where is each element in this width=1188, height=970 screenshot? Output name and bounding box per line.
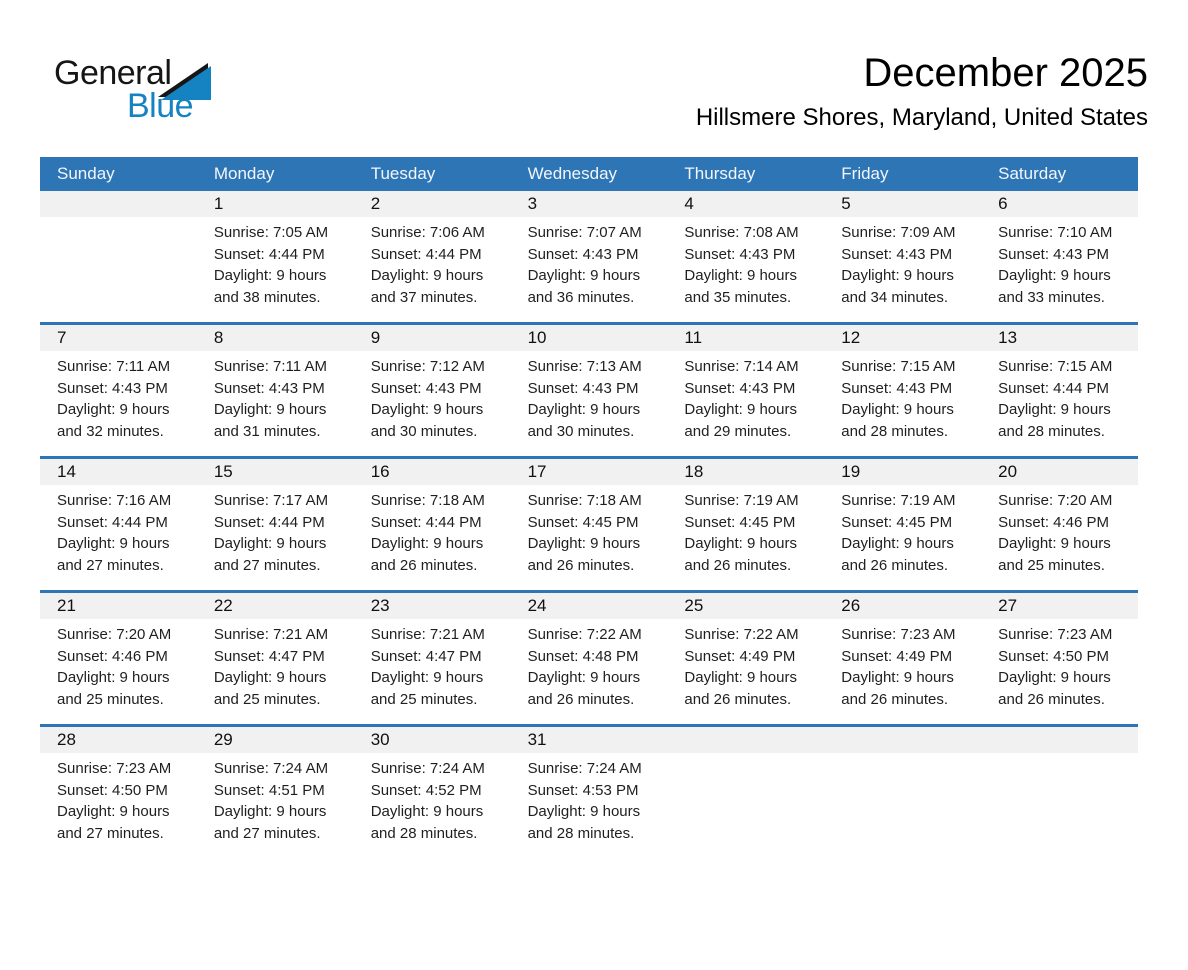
day-detail-line: Daylight: 9 hours: [841, 267, 954, 284]
day-detail-line: Sunrise: 7:10 AM: [998, 224, 1113, 241]
day-detail-line: Daylight: 9 hours: [213, 401, 327, 418]
day-details: [981, 619, 1138, 720]
day-detail-line: Daylight: 9 hours: [527, 401, 641, 418]
day-cell-27: [981, 593, 1138, 724]
day-detail-line: Sunset: 4:44 PM: [998, 379, 1110, 397]
day-detail-line: Sunrise: 7:24 AM: [370, 760, 485, 777]
day-number: 15: [197, 459, 354, 485]
page-header: [40, 52, 1148, 157]
day-detail-line: and 27 minutes.: [213, 824, 321, 842]
day-detail-line: Sunrise: 7:17 AM: [213, 492, 329, 509]
day-detail-line: Sunrise: 7:18 AM: [527, 492, 642, 509]
day-detail-line: Sunrise: 7:16 AM: [57, 492, 172, 509]
day-detail-line: Daylight: 9 hours: [213, 535, 327, 552]
day-number: 12: [824, 325, 981, 351]
day-detail-line: Daylight: 9 hours: [998, 535, 1111, 552]
day-details: [40, 619, 197, 720]
day-detail-line: Daylight: 9 hours: [57, 535, 170, 552]
day-detail-line: Sunset: 4:48 PM: [527, 647, 639, 665]
day-cell-empty: [40, 191, 197, 322]
day-details: [40, 351, 197, 452]
day-detail-line: Sunset: 4:44 PM: [57, 513, 168, 531]
day-cell-20: [981, 459, 1138, 590]
day-cell-empty: [824, 727, 981, 858]
day-detail-line: and 30 minutes.: [370, 422, 478, 440]
day-number: 3: [511, 191, 668, 217]
logo-text-general: General: [54, 54, 172, 92]
day-cell-empty: [667, 727, 824, 858]
day-cell-12: [824, 325, 981, 456]
day-detail-line: and 26 minutes.: [684, 556, 792, 574]
day-cell-6: [981, 191, 1138, 322]
day-number: 10: [511, 325, 668, 351]
day-detail-line: Sunrise: 7:20 AM: [57, 626, 172, 643]
day-detail-line: and 28 minutes.: [370, 824, 478, 842]
day-detail-line: Sunset: 4:51 PM: [213, 781, 325, 799]
day-details: [667, 351, 824, 452]
day-detail-line: and 32 minutes.: [57, 422, 164, 440]
day-cell-23: [354, 593, 511, 724]
location-subtitle: Hillsmere Shores, Maryland, United States: [695, 104, 1148, 131]
day-detail-line: Daylight: 9 hours: [684, 535, 797, 552]
day-detail-line: Sunset: 4:43 PM: [841, 379, 953, 397]
day-detail-line: and 38 minutes.: [213, 288, 321, 306]
day-detail-line: Daylight: 9 hours: [213, 803, 327, 820]
day-detail-line: Sunrise: 7:05 AM: [213, 224, 329, 241]
weekday-header-monday: Monday: [213, 164, 275, 183]
day-detail-line: Sunset: 4:47 PM: [370, 647, 482, 665]
day-details: [824, 351, 981, 452]
week-row: [40, 322, 1138, 456]
day-detail-line: Sunset: 4:43 PM: [213, 379, 325, 397]
month-title: December 2025: [863, 51, 1148, 95]
day-detail-line: Sunrise: 7:19 AM: [841, 492, 956, 509]
day-detail-line: Daylight: 9 hours: [841, 535, 954, 552]
day-detail-line: Sunrise: 7:19 AM: [684, 492, 799, 509]
day-details: [981, 351, 1138, 452]
day-cell-28: [40, 727, 197, 858]
day-detail-line: Sunset: 4:49 PM: [841, 647, 953, 665]
day-detail-line: and 25 minutes.: [213, 690, 321, 708]
day-detail-line: Sunset: 4:50 PM: [998, 647, 1110, 665]
day-cell-18: [667, 459, 824, 590]
day-detail-line: and 36 minutes.: [527, 288, 635, 306]
day-details: [354, 351, 511, 452]
day-detail-line: and 26 minutes.: [527, 556, 635, 574]
day-cell-29: [197, 727, 354, 858]
day-detail-line: Daylight: 9 hours: [998, 267, 1111, 284]
day-number: 11: [667, 325, 824, 351]
day-detail-line: Sunset: 4:50 PM: [57, 781, 168, 799]
day-details: [40, 753, 197, 854]
day-number: [981, 727, 1138, 753]
weekday-header-wednesday: Wednesday: [527, 164, 618, 183]
weekday-header-tuesday: Tuesday: [370, 164, 436, 183]
day-detail-line: Sunset: 4:44 PM: [370, 513, 482, 531]
day-detail-line: Daylight: 9 hours: [370, 535, 484, 552]
weekday-header-row: [40, 157, 1138, 191]
day-details: [197, 217, 354, 318]
day-cell-13: [981, 325, 1138, 456]
day-details: [824, 485, 981, 586]
day-detail-line: Sunset: 4:43 PM: [527, 245, 639, 263]
day-detail-line: and 27 minutes.: [213, 556, 321, 574]
day-detail-line: and 26 minutes.: [841, 556, 949, 574]
day-detail-line: Sunrise: 7:06 AM: [370, 224, 485, 241]
day-detail-line: Sunset: 4:53 PM: [527, 781, 639, 799]
day-detail-line: Sunrise: 7:09 AM: [841, 224, 956, 241]
day-cell-5: [824, 191, 981, 322]
day-details: [197, 753, 354, 854]
day-details: [511, 485, 668, 586]
day-details: [40, 217, 197, 232]
day-number: 25: [667, 593, 824, 619]
day-detail-line: Daylight: 9 hours: [57, 401, 170, 418]
day-cell-26: [824, 593, 981, 724]
day-number: 29: [197, 727, 354, 753]
day-number: 13: [981, 325, 1138, 351]
day-details: [511, 217, 668, 318]
day-detail-line: Sunrise: 7:23 AM: [998, 626, 1113, 643]
day-detail-line: and 33 minutes.: [998, 288, 1105, 306]
day-cell-25: [667, 593, 824, 724]
day-cell-17: [511, 459, 668, 590]
day-cell-21: [40, 593, 197, 724]
day-detail-line: Daylight: 9 hours: [684, 267, 797, 284]
day-detail-line: Daylight: 9 hours: [841, 401, 954, 418]
day-detail-line: Sunrise: 7:07 AM: [527, 224, 642, 241]
day-detail-line: Daylight: 9 hours: [684, 669, 797, 686]
day-detail-line: Daylight: 9 hours: [998, 669, 1111, 686]
day-number: 6: [981, 191, 1138, 217]
day-detail-line: and 26 minutes.: [841, 690, 949, 708]
day-detail-line: Sunrise: 7:24 AM: [213, 760, 329, 777]
day-detail-line: and 26 minutes.: [527, 690, 635, 708]
day-details: [354, 217, 511, 318]
day-cell-empty: [981, 727, 1138, 858]
day-detail-line: and 26 minutes.: [684, 690, 792, 708]
week-row: [40, 191, 1138, 322]
day-cell-31: [511, 727, 668, 858]
day-number: 20: [981, 459, 1138, 485]
day-number: 30: [354, 727, 511, 753]
day-detail-line: Daylight: 9 hours: [57, 669, 170, 686]
day-details: [511, 351, 668, 452]
day-cell-9: [354, 325, 511, 456]
day-detail-line: Sunset: 4:45 PM: [527, 513, 639, 531]
day-detail-line: and 34 minutes.: [841, 288, 949, 306]
day-detail-line: Sunset: 4:44 PM: [213, 245, 325, 263]
day-cell-16: [354, 459, 511, 590]
day-number: 16: [354, 459, 511, 485]
day-cell-3: [511, 191, 668, 322]
day-cell-22: [197, 593, 354, 724]
day-number: 1: [197, 191, 354, 217]
day-number: 24: [511, 593, 668, 619]
day-detail-line: Sunrise: 7:11 AM: [213, 358, 327, 375]
day-detail-line: Sunrise: 7:21 AM: [370, 626, 485, 643]
day-detail-line: and 28 minutes.: [527, 824, 635, 842]
week-row: [40, 590, 1138, 724]
day-number: 26: [824, 593, 981, 619]
day-number: 8: [197, 325, 354, 351]
day-cell-2: [354, 191, 511, 322]
day-detail-line: Sunrise: 7:20 AM: [998, 492, 1113, 509]
day-details: [981, 753, 1138, 768]
day-detail-line: and 28 minutes.: [998, 422, 1105, 440]
day-number: 22: [197, 593, 354, 619]
day-details: [511, 753, 668, 854]
day-detail-line: Sunset: 4:46 PM: [998, 513, 1110, 531]
day-detail-line: Sunset: 4:47 PM: [213, 647, 325, 665]
day-number: 19: [824, 459, 981, 485]
day-detail-line: Daylight: 9 hours: [841, 669, 954, 686]
day-detail-line: Sunrise: 7:22 AM: [527, 626, 642, 643]
day-details: [667, 619, 824, 720]
day-details: [824, 619, 981, 720]
day-detail-line: Sunrise: 7:15 AM: [998, 358, 1113, 375]
day-detail-line: Daylight: 9 hours: [527, 803, 641, 820]
logo-text-blue: Blue: [127, 87, 194, 125]
day-cell-14: [40, 459, 197, 590]
day-detail-line: Daylight: 9 hours: [527, 669, 641, 686]
day-details: [354, 619, 511, 720]
day-detail-line: Sunset: 4:43 PM: [841, 245, 953, 263]
day-detail-line: and 37 minutes.: [370, 288, 478, 306]
day-detail-line: Sunrise: 7:15 AM: [841, 358, 956, 375]
day-number: [824, 727, 981, 753]
day-number: 14: [40, 459, 197, 485]
calendar: [40, 157, 1138, 858]
day-detail-line: Daylight: 9 hours: [57, 803, 170, 820]
weekday-header-sunday: Sunday: [57, 164, 115, 183]
day-details: [197, 351, 354, 452]
day-details: [667, 217, 824, 318]
day-detail-line: Daylight: 9 hours: [527, 535, 641, 552]
day-detail-line: Sunset: 4:52 PM: [370, 781, 482, 799]
day-detail-line: Sunrise: 7:23 AM: [841, 626, 956, 643]
day-detail-line: Sunrise: 7:18 AM: [370, 492, 485, 509]
day-details: [197, 485, 354, 586]
day-number: 28: [40, 727, 197, 753]
day-detail-line: Sunset: 4:49 PM: [684, 647, 796, 665]
day-details: [824, 217, 981, 318]
day-detail-line: Sunrise: 7:23 AM: [57, 760, 172, 777]
day-detail-line: and 35 minutes.: [684, 288, 792, 306]
calendar-grid: [40, 191, 1138, 858]
day-detail-line: Sunrise: 7:21 AM: [213, 626, 329, 643]
day-detail-line: Daylight: 9 hours: [213, 267, 327, 284]
weekday-header-thursday: Thursday: [684, 164, 756, 183]
day-detail-line: and 25 minutes.: [998, 556, 1105, 574]
day-detail-line: Sunset: 4:45 PM: [684, 513, 796, 531]
day-detail-line: Daylight: 9 hours: [684, 401, 797, 418]
generalblue-logo: [54, 54, 284, 129]
day-number: 31: [511, 727, 668, 753]
day-detail-line: Sunrise: 7:08 AM: [684, 224, 799, 241]
day-number: 5: [824, 191, 981, 217]
day-number: 18: [667, 459, 824, 485]
day-detail-line: Daylight: 9 hours: [527, 267, 641, 284]
day-details: [667, 753, 824, 768]
day-detail-line: Sunset: 4:46 PM: [57, 647, 168, 665]
day-number: 2: [354, 191, 511, 217]
day-detail-line: Sunset: 4:43 PM: [998, 245, 1110, 263]
day-number: 17: [511, 459, 668, 485]
day-details: [354, 485, 511, 586]
day-detail-line: Sunset: 4:44 PM: [213, 513, 325, 531]
day-detail-line: Sunset: 4:43 PM: [57, 379, 168, 397]
day-detail-line: Daylight: 9 hours: [370, 669, 484, 686]
day-number: [667, 727, 824, 753]
day-cell-19: [824, 459, 981, 590]
day-detail-line: Sunrise: 7:24 AM: [527, 760, 642, 777]
day-detail-line: Sunrise: 7:22 AM: [684, 626, 799, 643]
day-detail-line: and 27 minutes.: [57, 556, 164, 574]
day-cell-10: [511, 325, 668, 456]
day-detail-line: Sunrise: 7:12 AM: [370, 358, 485, 375]
day-detail-line: and 25 minutes.: [370, 690, 478, 708]
day-cell-8: [197, 325, 354, 456]
weekday-header-saturday: Saturday: [998, 164, 1067, 183]
title-block: [696, 52, 1148, 132]
day-cell-30: [354, 727, 511, 858]
day-details: [981, 217, 1138, 318]
day-detail-line: Daylight: 9 hours: [370, 803, 484, 820]
day-details: [981, 485, 1138, 586]
week-row: [40, 456, 1138, 590]
day-detail-line: Daylight: 9 hours: [213, 669, 327, 686]
day-detail-line: Sunset: 4:43 PM: [370, 379, 482, 397]
day-details: [667, 485, 824, 586]
day-detail-line: Sunset: 4:45 PM: [841, 513, 953, 531]
day-number: 23: [354, 593, 511, 619]
day-detail-line: Sunrise: 7:13 AM: [527, 358, 642, 375]
day-detail-line: and 29 minutes.: [684, 422, 792, 440]
day-cell-7: [40, 325, 197, 456]
day-detail-line: Sunrise: 7:14 AM: [684, 358, 799, 375]
day-number: [40, 191, 197, 217]
day-number: 27: [981, 593, 1138, 619]
day-cell-11: [667, 325, 824, 456]
day-details: [354, 753, 511, 854]
day-number: 9: [354, 325, 511, 351]
day-details: [40, 485, 197, 586]
day-details: [824, 753, 981, 768]
day-detail-line: and 25 minutes.: [57, 690, 164, 708]
day-detail-line: Daylight: 9 hours: [370, 401, 484, 418]
day-detail-line: and 31 minutes.: [213, 422, 321, 440]
day-detail-line: and 26 minutes.: [370, 556, 478, 574]
day-detail-line: and 28 minutes.: [841, 422, 949, 440]
week-row: [40, 724, 1138, 858]
day-cell-15: [197, 459, 354, 590]
day-detail-line: Sunset: 4:43 PM: [684, 379, 796, 397]
day-details: [197, 619, 354, 720]
day-detail-line: Sunset: 4:43 PM: [684, 245, 796, 263]
day-detail-line: and 27 minutes.: [57, 824, 164, 842]
day-detail-line: Daylight: 9 hours: [998, 401, 1111, 418]
day-number: 4: [667, 191, 824, 217]
day-number: 7: [40, 325, 197, 351]
day-detail-line: and 26 minutes.: [998, 690, 1105, 708]
day-cell-4: [667, 191, 824, 322]
day-detail-line: Sunrise: 7:11 AM: [57, 358, 171, 375]
day-cell-24: [511, 593, 668, 724]
day-detail-line: Daylight: 9 hours: [370, 267, 484, 284]
day-cell-1: [197, 191, 354, 322]
day-details: [511, 619, 668, 720]
day-detail-line: and 30 minutes.: [527, 422, 635, 440]
weekday-header-friday: Friday: [841, 164, 889, 183]
day-detail-line: Sunset: 4:44 PM: [370, 245, 482, 263]
day-number: 21: [40, 593, 197, 619]
day-detail-line: Sunset: 4:43 PM: [527, 379, 639, 397]
